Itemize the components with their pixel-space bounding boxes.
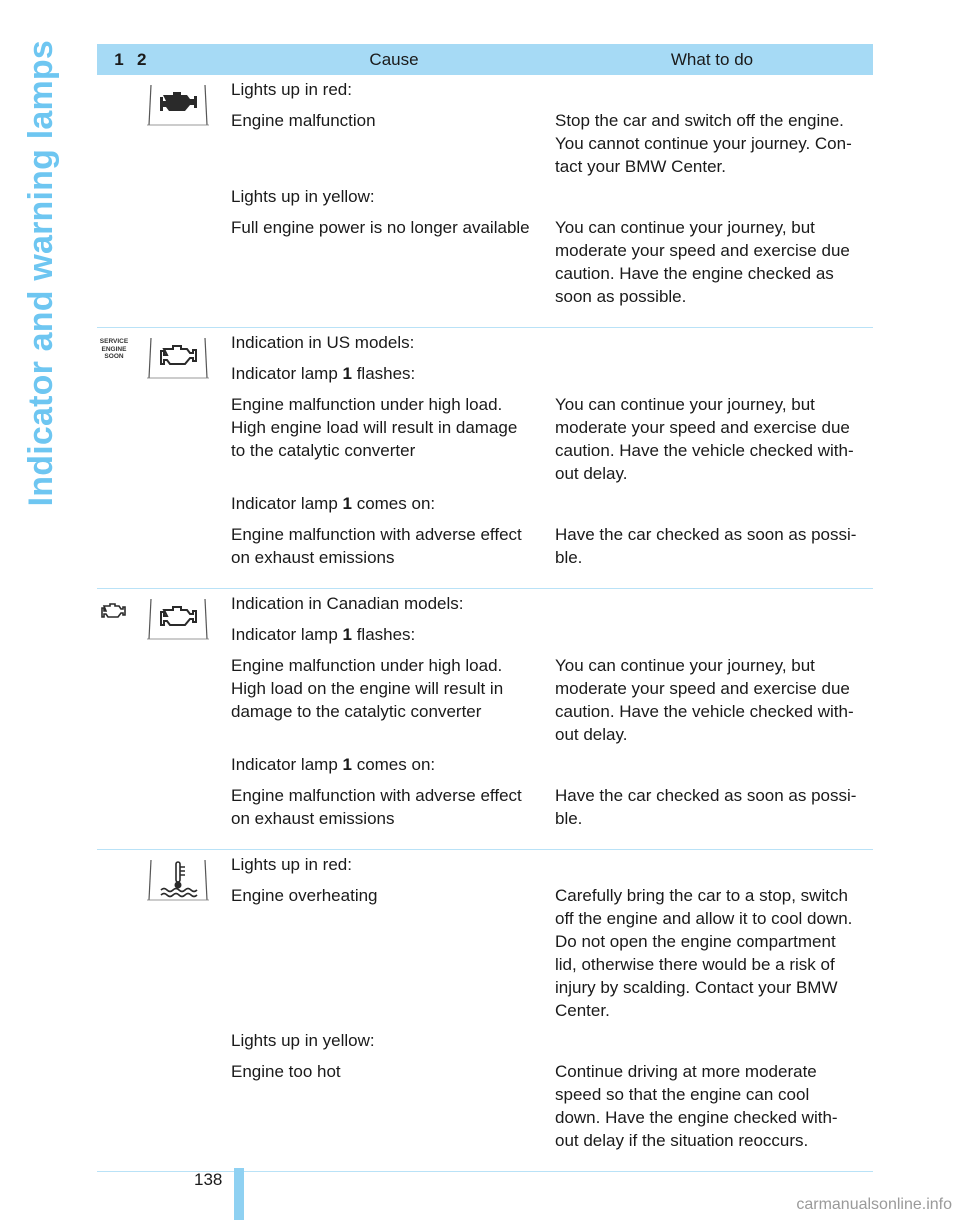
cause-cell: Engine malfunction under high load. High engine load will result in damage to the catalytic converter bbox=[231, 395, 518, 460]
what-cell: Have the car checked as soon as possi- ble. bbox=[555, 786, 857, 828]
engine-small-icon bbox=[97, 597, 131, 627]
service-engine-soon-icon: SERVICE ENGINE SOON bbox=[99, 338, 129, 360]
table-row bbox=[231, 393, 873, 485]
what-cell: Stop the car and switch off the engine. You cannot continue your journey. Con- tact your BMW Center. bbox=[555, 111, 852, 176]
table-row bbox=[231, 784, 873, 830]
what-cell: You can continue your journey, but moderate your speed and exercise due caution. Have the engine checked as soon as possible. bbox=[555, 218, 850, 306]
cause-cell: Engine malfunction bbox=[231, 111, 376, 130]
header-cause: Cause bbox=[369, 49, 419, 69]
what-cell: Carefully bring the car to a stop, switch off the engine and allow it to cool down. Do not open the engine compartment lid, otherwise there would be a risk of injury by scalding. Contact your BMW Center. bbox=[555, 886, 853, 1020]
section-label: Indicator lamp 1 flashes: bbox=[231, 625, 416, 644]
group-rows bbox=[231, 75, 873, 327]
header-col-1: 1 bbox=[114, 49, 124, 69]
what-cell: Continue driving at more moderate speed so that the engine can cool down. Have the engine checked with- out delay if the situation reoccurs. bbox=[555, 1062, 838, 1150]
table-row bbox=[231, 654, 873, 746]
group-rows bbox=[231, 850, 873, 1171]
page-number: 138 bbox=[194, 1170, 223, 1189]
page-marker-bar bbox=[234, 1168, 244, 1220]
watermark: carmanualsonline.info bbox=[796, 1196, 952, 1213]
group-heading: Indication in US models: bbox=[231, 333, 415, 352]
table-row bbox=[231, 523, 873, 569]
engine-icon bbox=[145, 81, 211, 127]
cause-cell: Engine malfunction under high load. High load on the engine will result in damage to the catalytic converter bbox=[231, 656, 504, 721]
section-label: Lights up in red: bbox=[231, 855, 352, 874]
table-group-engine-overheating bbox=[97, 850, 873, 1172]
engine-outline-icon bbox=[145, 334, 211, 380]
section-label: Lights up in yellow: bbox=[231, 187, 375, 206]
cause-cell: Engine overheating bbox=[231, 886, 378, 905]
side-title: Indicator and warning lamps bbox=[21, 40, 60, 507]
table-row bbox=[231, 884, 873, 1022]
section-label: Indicator lamp 1 comes on: bbox=[231, 494, 436, 513]
table-row bbox=[231, 1060, 873, 1152]
header-what-to-do: What to do bbox=[670, 49, 754, 69]
table-row bbox=[231, 109, 873, 178]
what-cell: You can continue your journey, but moderate your speed and exercise due caution. Have the vehicle checked with- out delay. bbox=[555, 395, 854, 483]
header-col-2: 2 bbox=[137, 49, 147, 69]
table-group-engine-malfunction bbox=[97, 75, 873, 328]
section-label: Indicator lamp 1 comes on: bbox=[231, 755, 436, 774]
group-rows bbox=[231, 328, 873, 588]
cause-cell: Full engine power is no longer available bbox=[231, 218, 530, 237]
warning-lamp-table bbox=[97, 44, 873, 1172]
table-header bbox=[97, 44, 873, 75]
what-cell: Have the car checked as soon as possi- ble. bbox=[555, 525, 857, 567]
group-heading: Indication in Canadian models: bbox=[231, 594, 464, 613]
coolant-temperature-icon bbox=[145, 856, 211, 902]
what-cell: You can continue your journey, but moderate your speed and exercise due caution. Have the vehicle checked with- out delay. bbox=[555, 656, 854, 744]
table-row bbox=[231, 216, 873, 308]
table-group-us-models bbox=[97, 328, 873, 589]
cause-cell: Engine too hot bbox=[231, 1062, 341, 1081]
group-rows bbox=[231, 589, 873, 849]
cause-cell: Engine malfunction with adverse effect on exhaust emissions bbox=[231, 525, 522, 567]
engine-outline-icon bbox=[145, 595, 211, 641]
cause-cell: Engine malfunction with adverse effect on exhaust emissions bbox=[231, 786, 522, 828]
section-label: Indicator lamp 1 flashes: bbox=[231, 364, 416, 383]
section-label: Lights up in red: bbox=[231, 80, 352, 99]
table-group-canadian-models bbox=[97, 589, 873, 850]
section-label: Lights up in yellow: bbox=[231, 1031, 375, 1050]
